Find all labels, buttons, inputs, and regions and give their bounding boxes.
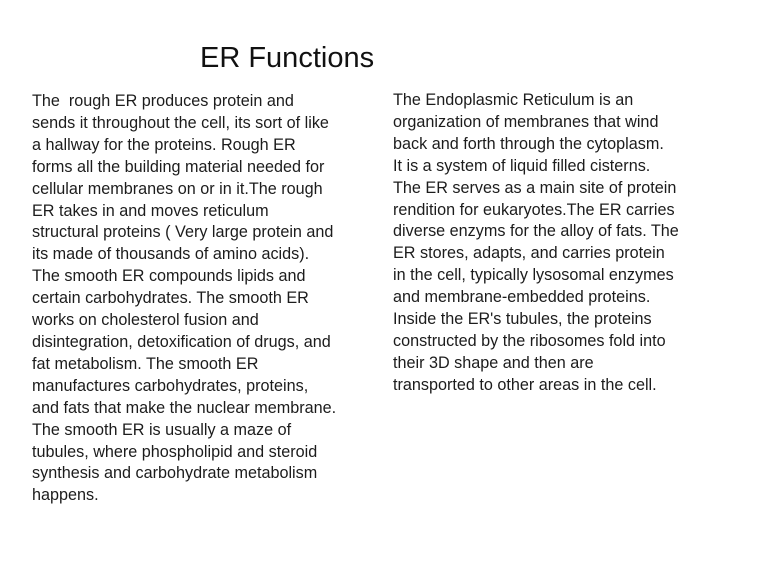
slide-title: ER Functions <box>200 42 375 74</box>
right-text-column: The Endoplasmic Reticulum is an organization of membranes that wind back and forth through the cytoplasm. It is a system of liquid filled cisterns. The ER serves as a main site of protein rendition for eukaryotes.The ER carries diverse enzyms for the alloy of fats. The ER stores, adapts, and carries protein in the cell, typically lysosomal enzymes and membrane-embedded proteins. Inside the ER's tubules, the proteins constructed by the ribosomes fold into their 3D shape and then are transported to other areas in the cell. <box>393 91 679 394</box>
left-text-column: The rough ER produces protein and sends it throughout the cell, its sort of like a hallway for the proteins. Rough ER forms all the building material needed for cellular membranes on or in it.The rough ER takes in and moves reticulum structural proteins ( Very large protein and its made of thousands of amino acids). The smooth ER compounds lipids and certain carbohydrates. The smooth ER works on cholesterol fusion and disintegration, detoxification of drugs, and fat metabolism. The smooth ER manufactures carbohydrates, proteins, and fats that make the nuclear membrane. The smooth ER is usually a maze of tubules, where phospholipid and steroid synthesis and carbohydrate metabolism happens. <box>32 92 337 505</box>
